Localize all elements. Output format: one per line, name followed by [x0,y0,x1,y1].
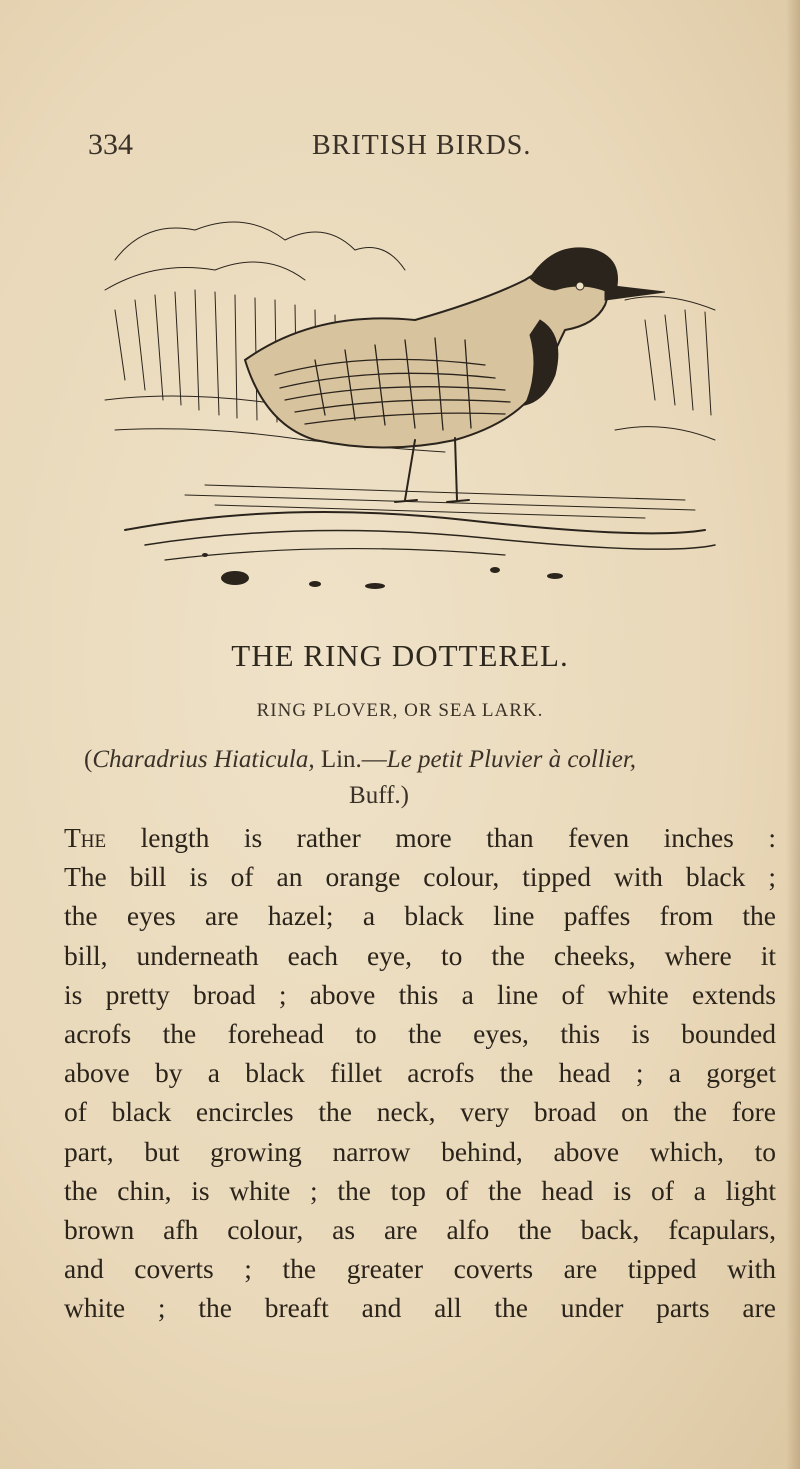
body-line: bill, underneath each eye, to the cheeks, where it [64,939,776,971]
ring-dotterel-illustration [85,200,725,620]
body-line: is pretty broad ; above this a line of white extends [64,978,776,1010]
body-line: acrofs the forehead to the eyes, this is bounded [64,1018,776,1050]
body-line: above by a black fillet acrofs the head ; a gorget [64,1057,776,1089]
body-line: white ; the breaft and all the under parts are [64,1292,776,1324]
caption-subtitle: RING PLOVER, OR SEA LARK. [256,700,544,721]
body-paragraph [64,818,776,1328]
synonymy-french-name: Le petit Pluvier à collier, [386,746,637,773]
running-title: BRITISH BIRDS. [312,130,532,161]
synonymy-source: Buff.) [349,782,409,809]
body-line: and coverts ; the greater coverts are tipped with [64,1253,776,1285]
synonymy-scientific-name: Charadrius Hiaticula, [92,746,315,773]
body-line: brown afh colour, as are alfo the back, fcapulars, [64,1214,776,1246]
body-line: The bill is of an orange colour, tipped with black ; [64,861,776,893]
running-head [88,128,728,164]
body-line: the eyes are hazel; a black line paffes from the [64,900,776,932]
body-line: The length is rather more than feven inches : [64,822,776,853]
page-number: 334 [88,128,133,161]
body-line: part, but growing narrow behind, above which, to [64,1135,776,1167]
caption-title: THE RING DOTTEREL. [231,638,569,673]
lead-word: The [64,822,107,853]
page-edge-shadow [786,0,800,1469]
body-line: the chin, is white ; the top of the head is of a light [64,1174,776,1206]
body-line: of black encircles the neck, very broad on the fore [64,1096,776,1128]
synonymy-open-paren: ( [84,746,93,773]
synonymy [84,742,774,814]
synonymy-authority: Lin.— [314,746,387,773]
